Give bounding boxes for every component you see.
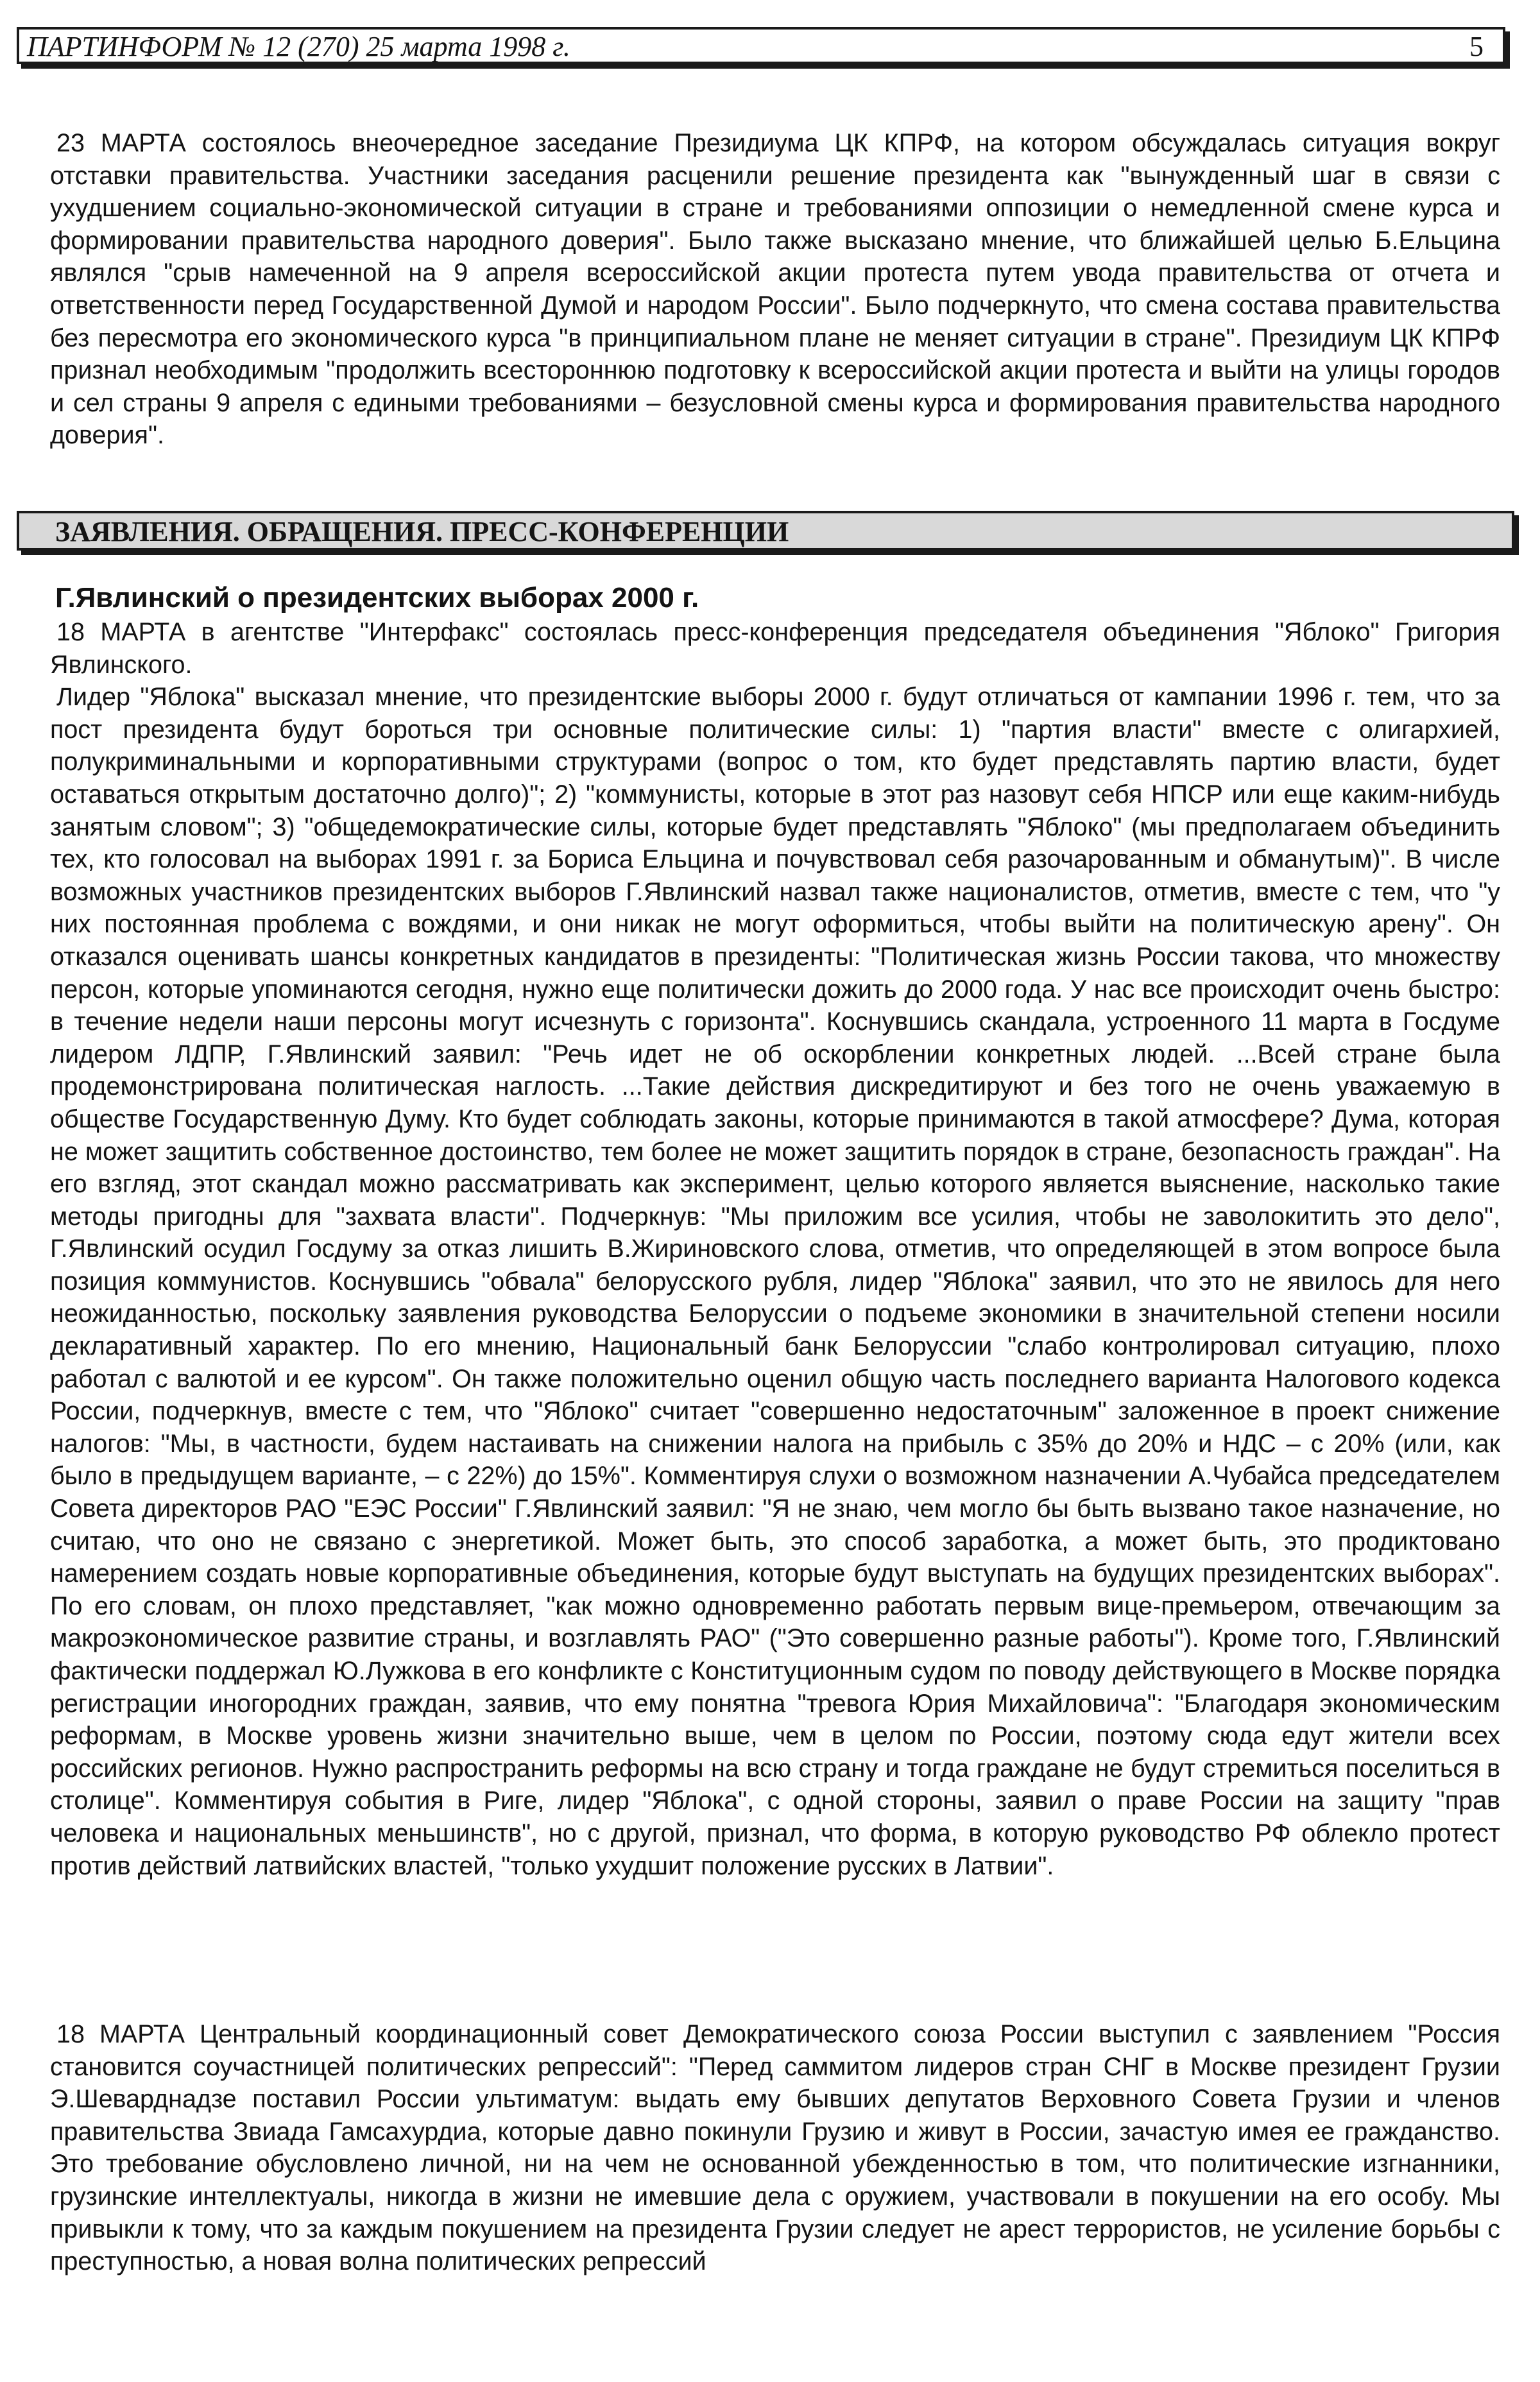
intro-block: [50, 127, 1500, 452]
second-article-paragraph: 18 МАРТА Центральный координационный совет Демократического союза России выступил с заявлением "Россия становится соучастницей политических репрессий": "Перед саммитом лидеров стран СНГ в Москве президент Грузии Э.Шеварднадзе поставил России ультиматум: выдать ему бывших депутатов Верховного Совета Грузии и членов правительства Звиада Гамсахурдиа, которые давно покинули Грузию и живут в России, зачастую имея ее гражданство. Это требование обусловлено личной, ни на чем не основанной убежденностью в том, что политические изгнанники, грузинские интеллектуалы, никогда в жизни не имевшие дела с оружием, участвовали в покушении на его особу. Мы привыкли к тому, что за каждым покушением на президента Грузии следует не арест террористов, не усиление борьбы с преступностью, а новая волна политических репрессий: [50, 2020, 1500, 2276]
intro-paragraph: 23 МАРТА состоялось внеочередное заседание Президиума ЦК КПРФ, на котором обсуждалась ситуация вокруг отставки правительства. Участники заседания расценили решение президента как "вынужденный шаг в связи с ухудшением социально-экономической ситуации в стране и требованиями оппозиции о немедленной смене курса и формировании правительства народного доверия". Было также высказано мнение, что ближайшей целью Б.Ельцина являлся "срыв намеченной на 9 апреля всероссийской акции протеста путем увода правительства от отчета и ответственности перед Государственной Думой и народом России". Было подчеркнуто, что смена состава правительства без пересмотра его экономического курса "в принципиальном плане не меняет ситуации в стране". Президиум ЦК КПРФ признал необходимым "продолжить всестороннюю подготовку к всероссийской акции протеста и выйти на улицы городов и сел страны 9 апреля с едиными требованиями – безусловной смены курса и формирования правительства народного доверия".: [50, 129, 1500, 450]
second-article-body: [50, 2018, 1500, 2278]
article-paragraph: 18 МАРТА в агентстве "Интерфакс" состоялась пресс-конференция председателя объединения "Яблоко" Григория Явлинского.: [50, 618, 1500, 679]
page-header: [17, 27, 1505, 64]
article-title: Г.Явлинский о президентских выборах 2000 г.: [55, 582, 699, 613]
section-title: ЗАЯВЛЕНИЯ. ОБРАЩЕНИЯ. ПРЕСС-КОНФЕРЕНЦИИ: [55, 516, 789, 547]
section-header: [17, 511, 1514, 551]
article-paragraph: Лидер "Яблока" высказал мнение, что президентские выборы 2000 г. будут отличаться от кампании 1996 г. тем, что за пост президента будут бороться три основные политические силы: 1) "партия власти" вместе с олигархией, полукриминальными и корпоративными структурами (вопрос о том, кто будет представлять партию власти, будет оставаться открытым достаточно долго)"; 2) "коммунисты, которые в этот раз назовут себя НПСР или еще каким-нибудь занятым словом"; 3) "общедемократические силы, которые будет представлять "Яблоко" (мы предполагаем объединить тех, кто голосовал на выборах 1991 г. за Бориса Ельцина и почувствовал себя разочарованным и обманутым)". В числе возможных участников президентских выборов Г.Явлинский назвал также националистов, отметив, вместе с тем, что "у них постоянная проблема с вождями, и они никак не могут оформиться, чтобы выйти на политическую арену". Он отказался оценивать шансы конкретных кандидатов в президенты: "Политическая жизнь России такова, что множеству персон, которые упоминаются сегодня, нужно еще политически дожить до 2000 года. У нас все происходит очень быстро: в течение недели наши персоны могут исчезнуть с горизонта". Коснувшись скандала, устроенного 11 марта в Госдуме лидером ЛДПР, Г.Явлинский заявил: "Речь идет не об оскорблении конкретных людей. ...Всей стране была продемонстрирована политическая наглость. ...Такие действия дискредитируют и без того не очень уважаемую в обществе Государственную Думу. Кто будет соблюдать законы, которые принимаются в такой атмосфере? Дума, которая не может защитить собственное достоинство, тем более не может защитить порядок в стране, безопасность граждан". На его взгляд, этот скандал можно рассматривать как эксперимент, целью которого является выяснение, насколько такие методы пригодны для "захвата власти". Подчеркнув: "Мы приложим все усилия, чтобы не заволокитить это дело", Г.Явлинский осудил Госдуму за отказ лишить В.Жириновского слова, отметив, что определяющей в этом вопросе была позиция коммунистов. Коснувшись "обвала" белорусского рубля, лидер "Яблока" заявил, что это не явилось для него неожиданностью, поскольку заявления руководства Белоруссии о подъеме экономики в значительной степени носили декларативный характер. По его мнению, Национальный банк Белоруссии "слабо контролировал ситуацию, плохо работал с валютой и ее курсом". Он также положительно оценил общую часть последнего варианта Налогового кодекса России, подчеркнув, вместе с тем, что "Яблоко" считает "совершенно недостаточным" заложенное в проект снижение налогов: "Мы, в частности, будем настаивать на снижении налога на прибыль с 35% до 20% и НДС – с 20% (или, как было в предыдущем варианте, – с 22%) до 15%". Комментируя слухи о возможном назначении А.Чубайса председателем Совета директоров РАО "ЕЭС России" Г.Явлинский заявил: "Я не знаю, чем могло бы быть вызвано такое назначение, но считаю, что оно не связано с энергетикой. Может быть, это способ заработка, а может быть, это продиктовано намерением создать новые корпоративные объединения, которые будут выступать на будущих президентских выборах". По его словам, он плохо представляет, "как можно одновременно работать первым вице-премьером, отвечающим за макроэкономическое развитие страны, и возглавлять РАО" ("Это совершенно разные работы"). Кроме того, Г.Явлинский фактически поддержал Ю.Лужкова в его конфликте с Конституционным судом по поводу действующего в Москве порядка регистрации иногородних граждан, заявив, что ему понятна "тревога Юрия Михайловича": "Благодаря экономическим реформам, в Москве уровень жизни значительно выше, чем в целом по России, поэтому сюда едут жители всех российских регионов. Нужно распространить реформы на всю страну и тогда граждане не будут стремиться поселиться в столице". Комментируя события в Риге, лидер "Яблока", с одной стороны, заявил о праве России на защиту "прав человека и национальных меньшинств", но с другой, признал, что форма, в которую руководство РФ облекло протест против действий латвийских властей, "только ухудшит положение русских в Латвии".: [50, 683, 1500, 1880]
issue-title: ПАРТИНФОРМ № 12 (270) 25 марта 1998 г.: [27, 31, 570, 62]
page-number: 5: [1469, 31, 1484, 62]
article-body: [50, 616, 1500, 1882]
